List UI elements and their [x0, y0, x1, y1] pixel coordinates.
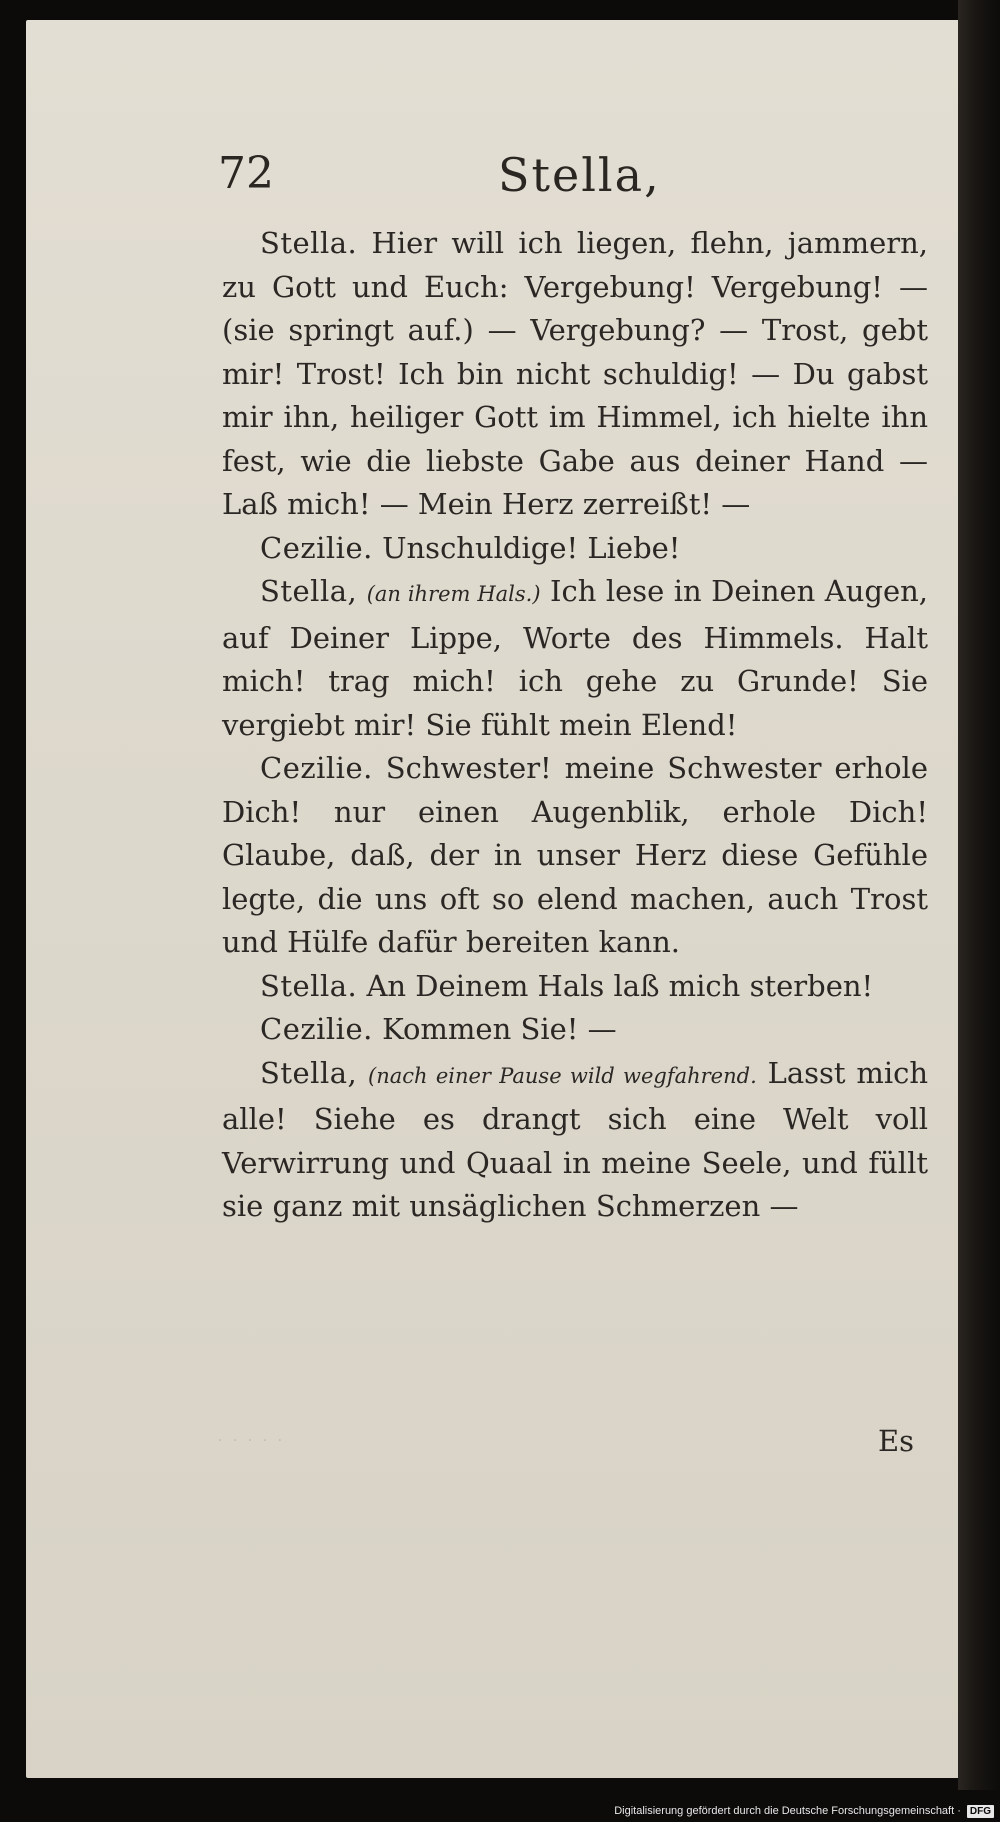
page-edge	[958, 0, 1000, 1790]
speech-text: An Deinem Hals laß mich sterben!	[366, 968, 874, 1003]
speaker-name: Stella.	[260, 968, 358, 1003]
speaker-name: Stella,	[260, 1055, 358, 1090]
play-text	[222, 222, 928, 1229]
speech-paragraph	[222, 527, 928, 571]
speaker-name: Cezilie.	[260, 530, 373, 565]
page-header	[218, 148, 918, 208]
speech-text: Hier will ich liegen, flehn, jammern, zu Gott und Euch: Vergebung! Vergebung! — (sie springt auf.) — Vergebung? — Trost, gebt mir! Trost! Ich bin nicht schuldig! — Du gabst mir ihn, heiliger Gott im Himmel, ich hielte ihn fest, wie die liebste Gabe aus deiner Hand — Laß mich! — Mein Herz zerreißt! —	[222, 226, 929, 521]
speech-paragraph	[222, 747, 928, 965]
speech-paragraph	[222, 1008, 928, 1052]
stage-direction: (an ihrem Hals.)	[366, 582, 541, 606]
speech-paragraph	[222, 965, 928, 1009]
stage-direction: (nach einer Pause wild wegfahrend.	[368, 1063, 757, 1088]
digitization-footer	[614, 1802, 994, 1820]
speech-text: Unschuldige! Liebe!	[382, 530, 681, 565]
catchword: Es	[878, 1424, 915, 1458]
speech-paragraph	[222, 222, 928, 527]
speaker-name: Stella.	[260, 226, 358, 260]
dfg-logo: DFG	[967, 1805, 994, 1818]
speech-paragraph	[222, 570, 928, 747]
speaker-name: Cezilie.	[260, 1012, 373, 1046]
speech-text: Schwester! meine Schwester erhole Dich! nur einen Augenblik, erhole Dich! Glaube, daß, der in unser Herz diese Gefühle legte, die uns oft so elend machen, auch Trost und Hülfe dafür bereiten kann.	[222, 751, 928, 959]
speaker-name: Cezilie.	[260, 751, 373, 785]
page-number: 72	[218, 148, 274, 199]
running-title: Stella,	[498, 148, 661, 202]
footer-credit: Digitalisierung gefördert durch die Deutsche Forschungsgemeinschaft ·	[614, 1805, 961, 1817]
speech-text: Ich lese in Deinen Augen, auf Deiner Lippe, Worte des Himmels. Halt mich! trag mich! ich gehe zu Grunde! Sie vergiebt mir! Sie fühlt mein Elend!	[222, 574, 929, 742]
speaker-name: Stella,	[260, 574, 358, 608]
speech-text: Kommen Sie! —	[382, 1012, 617, 1046]
speech-paragraph	[222, 1052, 928, 1229]
faint-stamp-mark: · · · · ·	[218, 1433, 286, 1449]
speech-text: Lasst mich alle! Siehe es drangt sich eine Welt voll Verwirrung und Quaal in meine Seele, und füllt sie ganz mit unsäglichen Schmerzen —	[222, 1055, 929, 1223]
